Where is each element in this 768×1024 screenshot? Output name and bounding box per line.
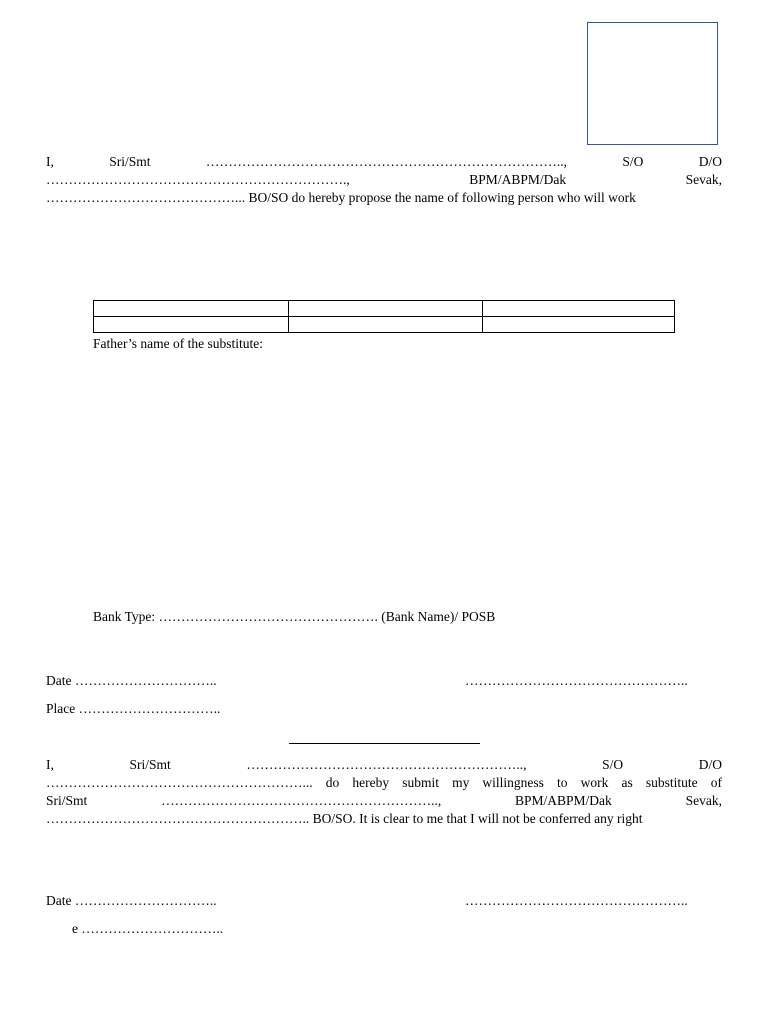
table-cell[interactable] xyxy=(289,301,483,317)
para2-line1 xyxy=(46,756,722,774)
para2-word: D/O xyxy=(698,757,722,772)
bank-type-line: Bank Type: …………………………………………. (Bank Name)/ POSB xyxy=(93,609,496,624)
place-field: e ………………………….. xyxy=(72,921,224,936)
para2-line4: ………………………………………………….. BO/SO. It is clear to me that I will not be conferred any right xyxy=(46,811,643,826)
signature-blank: ………………………………………….. xyxy=(465,673,688,688)
para1-word: Sri/Smt xyxy=(109,154,151,169)
photo-box xyxy=(587,22,718,145)
para2-word: Sri/Smt xyxy=(129,757,171,772)
para1-word: S/O xyxy=(622,154,644,169)
para2-word: I, xyxy=(46,757,54,772)
para1-name-blank: …………………………………………………………………….., xyxy=(205,154,567,169)
section-divider xyxy=(289,743,480,744)
table-cell[interactable] xyxy=(483,301,675,317)
table-cell[interactable] xyxy=(483,317,675,333)
para2-line2: …………………………………………………... do hereby submit my willingness to work as substitute of xyxy=(46,775,722,790)
para2-word: Sri/Smt xyxy=(46,793,88,808)
date-field: Date ………………………….. xyxy=(46,673,217,688)
father-name-label: Father’s name of the substitute: xyxy=(93,336,263,351)
para1-father-blank: …………………………………………………………., xyxy=(46,172,350,187)
place-field: Place ………………………….. xyxy=(46,701,221,716)
para2-line3 xyxy=(46,792,722,810)
para1-word: BPM/ABPM/Dak xyxy=(469,172,567,187)
table-cell[interactable] xyxy=(94,301,289,317)
para1-line2 xyxy=(46,171,722,189)
table-cell[interactable] xyxy=(289,317,483,333)
para1-word: I, xyxy=(46,154,54,169)
para2-word: Sevak, xyxy=(685,793,722,808)
table-cell[interactable] xyxy=(94,317,289,333)
para2-word: S/O xyxy=(602,757,624,772)
para1-line1 xyxy=(46,153,722,171)
para2-name-blank: …………………………………………………….., xyxy=(161,793,442,808)
para1-word: Sevak, xyxy=(685,172,722,187)
signature-blank: ………………………………………….. xyxy=(465,893,688,908)
table-row xyxy=(94,301,675,317)
table-row xyxy=(94,317,675,333)
substitute-table xyxy=(93,300,675,333)
para2-word: BPM/ABPM/Dak xyxy=(515,793,612,808)
date-field: Date ………………………….. xyxy=(46,893,217,908)
para1-line3: ……………………………………... BO/SO do hereby propose the name of following person who will work xyxy=(46,190,636,205)
para2-name-blank: …………………………………………………….., xyxy=(246,757,527,772)
para1-word: D/O xyxy=(698,154,722,169)
